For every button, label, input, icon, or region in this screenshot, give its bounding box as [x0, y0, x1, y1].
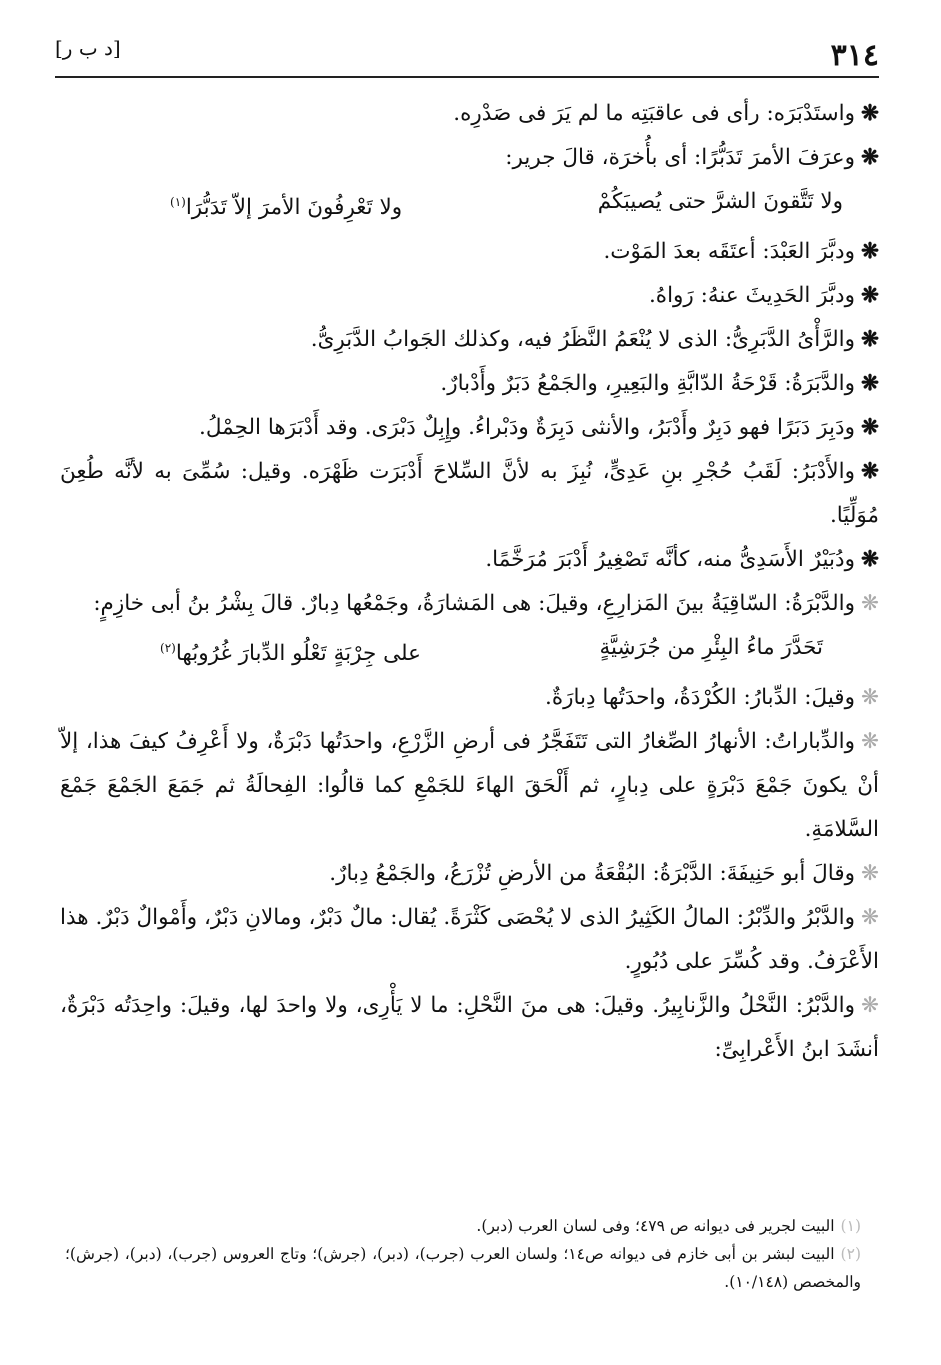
entry-marker: ❋: [860, 591, 879, 617]
footnote-ref: (٢): [160, 641, 176, 656]
entry-text: والدَّبْرَةُ: السّاقِيَةُ بينَ المَزارِعِ، وقيلَ: هى المَشارَةُ، وجَمْعُها دِبارٌ. قالَ بِشْرُ بنُ أبى خازِمٍ:: [93, 591, 855, 617]
entry-marker: ❋: [860, 327, 879, 353]
entry: [60, 318, 879, 362]
entry-text: والدِّباراتُ: الأنهارُ الصِّغارُ التى تَتَفَجَّرُ فى أرضِ الزَّرْعِ، واحدَتُها دَبْرَةٌ، ولا أَعْرِفُ كيفَ هذا، إلاّ أنْ يكونَ جَمْعَ دَبْرَةٍ على دِبارٍ، ثم أَلْحَقَ الهاءَ للجَمْعِ كما قالُوا: الفِحالَةُ ثم جَمَعَ الجَمْعَ جَمْعَ السَّلامَةِ.: [60, 729, 879, 843]
entry-marker: ❋: [860, 415, 879, 441]
footnote-text: البيت لجرير فى ديوانه ص ٤٧٩؛ وفى لسان العرب (دبر).: [476, 1217, 835, 1235]
entry-marker: ❋: [860, 993, 879, 1019]
verse-hemistich-first: تَحَدَّرَ ماءُ البِئْرِ من جُرَشِيَّةٍ: [599, 635, 823, 661]
verse-hemistich-second: [170, 180, 402, 230]
entry-marker: ❋: [860, 685, 879, 711]
entry-text: وقالَ أبو حَنِيفَةَ: الدَّبْرَةُ: البُقْعَةُ من الأرضِ تُزْرَعُ، والجَمْعُ دِبارٌ.: [329, 861, 855, 887]
entry-text: ودُبَيْرٌ الأَسَدِىُّ منه، كأنَّه تَصْغِيرُ أَدْبَرَ مُرَخَّمًا.: [485, 547, 855, 573]
entry-text: والدَّبْرُ والدِّبْرُ: المالُ الكَثِيرُ الذى لا يُحْصَى كَثْرَةً. يُقال: مالٌ دَبْرٌ، ومالانِ دَبْرٌ، وأَمْوالٌ دَبْرٌ. هذا الأَعْرَفُ. وقد كُسِّرَ على دُبُورٍ.: [60, 905, 879, 975]
entries-body: [60, 92, 879, 1072]
entry-text: ودَبِرَ دَبَرًا فهو دَبِرٌ وأَدْبَرُ، والأنثى دَبِرَةٌ ودَبْراءُ. وإِبِلٌ دَبْرَى. وقد أَدْبَرَها الحِمْلُ.: [199, 415, 855, 441]
footnote: [65, 1212, 861, 1240]
footnotes: [65, 1212, 861, 1296]
footnote-text: البيت لبشر بن أبى خازم فى ديوانه ص١٤؛ ولسان العرب (جرب)، (دبر)، (جرش)؛ وتاج العروس (جرب)، (دبر)، (جرش)؛ والمخصص (١٠/١٤٨).: [65, 1245, 861, 1291]
entry: [60, 984, 879, 1072]
entry: [60, 230, 879, 274]
entry: [60, 720, 879, 852]
entry-text: والدَّبَرَةُ: قَرْحَةُ الدّابَّةِ والبَعِيرِ، والجَمْعُ دَبَرٌ وأَدْبارٌ.: [440, 371, 855, 397]
entry-marker: ❋: [860, 905, 879, 931]
verse-second-text: ولا تَعْرِفُونَ الأمرَ إلاّ تَدَبُّرَا: [185, 195, 403, 221]
entry-text: وعرَفَ الأمرَ تَدَبُّرًا: أى بأُخرَة، قالَ جرير:: [505, 145, 855, 170]
entry-text: والرَّأْىُ الدَّبَرِىُّ: الذى لا يُنْعَمُ النَّظَرُ فيه، وكذلك الجَوابُ الدَّبَرِىُّ.: [310, 327, 855, 353]
entry: [60, 676, 879, 720]
entry-marker: ❋: [860, 239, 879, 265]
entry-text: ودبَّرَ العَبْدَ: أعتَقَه بعدَ المَوْت.: [603, 239, 855, 265]
entry: [60, 896, 879, 984]
root-label: [د ب ر]: [55, 36, 121, 60]
verse-line: [60, 626, 879, 676]
entry-text: ودبَّرَ الحَدِيثَ عنهُ: رَواهُ.: [648, 283, 855, 309]
entry: [60, 92, 879, 136]
entry: [60, 450, 879, 538]
footnote-mark: (١): [840, 1217, 861, 1235]
entry: [60, 362, 879, 406]
entry-marker: ❋: [860, 861, 879, 887]
entry-text: والدَّبْرُ: النَّحْلُ والزَّنابِيرُ. وقيلَ: هى منَ النَّحْلِ: ما لا يَأْرِى، ولا واحدَ لها، وقيلَ: واحِدَتُه دَبْرَةٌ، أنشَدَ ابنُ الأَعْرابِىِّ:: [60, 993, 879, 1063]
entry-marker: ❋: [860, 371, 879, 397]
entry: [60, 274, 879, 318]
verse-second-text: على جِرْبَةٍ تَعْلُو الدِّبارَ غُرُوبُها: [175, 641, 421, 667]
entry: [60, 538, 879, 582]
verse-hemistich-first: ولا تَتَّقونَ الشرَّ حتى يُصيبَكُمْ: [597, 189, 843, 214]
footnote: [65, 1240, 861, 1296]
entry: [60, 852, 879, 896]
entry: [60, 406, 879, 450]
footnote-mark: (٢): [840, 1245, 861, 1263]
verse-hemistich-second: [160, 626, 421, 676]
entry: [60, 582, 879, 626]
entry-text: وقيلَ: الدِّبارُ: الكُرْدَةُ، واحدَتُها دِبارَةٌ.: [544, 685, 855, 711]
entry-marker: ❋: [860, 729, 879, 755]
footnote-ref: (١): [170, 195, 186, 209]
entry-text: واستَدْبَرَه: رأى فى عاقبَتِه ما لم يَرَ فى صَدْرِه.: [453, 101, 855, 126]
entry-marker: ❋: [860, 145, 879, 170]
entry-marker: ❋: [860, 547, 879, 573]
page-number: ٣١٤: [830, 38, 879, 73]
entry: [60, 136, 879, 180]
entry-text: والأَدْبَرُ: لَقَبُ حُجْرِ بنِ عَدِىٍّ، نُبِزَ به لأنَّ السِّلاحَ أَدْبَرَت ظَهْرَه. وقيل: سُمِّىَ به لأنَّه طُعِنَ مُوَلِّيًا.: [60, 459, 879, 529]
entry-marker: ❋: [860, 459, 879, 485]
page-header: [55, 28, 879, 78]
entry-marker: ❋: [860, 283, 879, 309]
entry-marker: ❋: [860, 101, 879, 126]
verse-line: [60, 180, 879, 230]
